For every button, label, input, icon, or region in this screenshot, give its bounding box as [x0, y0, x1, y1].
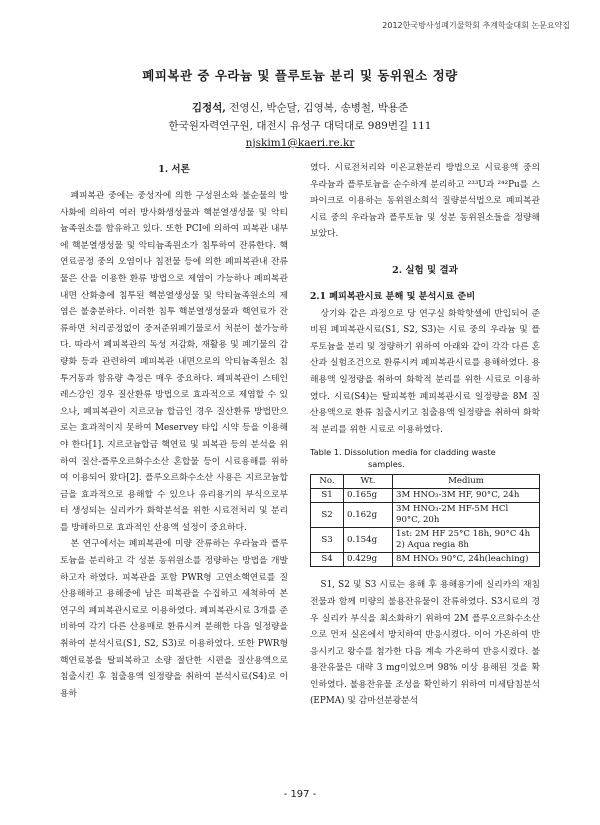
table-cell-medium: [393, 553, 540, 567]
table-cell-wt: 0.154g: [344, 528, 393, 553]
intro-paragraph-1: 폐피복관 중에는 중성자에 의한 구성원소와 불순물의 방사화에 의하여 여러 방사화생성물과 핵분열생성물 및 악티늄족원소를 함유하고 있다. 또한 PCI에 의하여 피복관 내부에 핵분열생성물 및 악티늄족원소가 침투하여 잔류한다. 핵연료공정 중의 오염이나 침전물 등에 의한 폐피복관내 잔류물은 산을 이용한 환류 방법으로 제염이 가능하나 폐피복관 내면 산화층에 침투된 핵분열생성물 및 악티늄족원소의 제염은 불충분하다. 이러한 침투 핵분열생성물과 핵연료가 잔류하면 처리공정없이 중저준위폐기물로서 처분이 불가능하다. 따라서 폐피복관의 독성 저감화, 재활용 및 폐기물의 감량화 등과 관련하여 폐피복관 내면으로의 악티늄족원소 침투거동과 함유량 측정은 매우 중요하다. 폐피복관이 스테인레스강인 경우 질산환류 방법으로 효과적으로 제염할 수 있으나, 폐피복관이 지르코늄 합금인 경우 질산환류 방법만으로는 효과적이지 못하여 Meservey 타입 시약 등을 이용해야 한다[1]. 지르코늄합금 핵연료 및 피복관 등의 분석을 위하여 질산-플루오르화수소산 혼합물 등이 시료용해를 위하여 이용되어 왔다[2]. 플루오르화수소산 사용은 지르코늄합금을 효과적으로 용해할 수 있으나 유리용기의 부식으로부터 생성되는 실리카가 화학분석을 위한 시료전처리 및 분리를 방해하므로 효과적인 산용액 설정이 중요하다.: [60, 191, 288, 533]
table-cell-no: S1: [311, 489, 344, 503]
subsection-heading-sample-prep: 2.1 폐피복관시료 분해 및 분석시료 준비: [310, 290, 476, 302]
table-row: [311, 503, 540, 528]
table-header-wt: Wt.: [344, 475, 393, 489]
co-authors: 전영신, 박순달, 김영복, 송병철, 박용준: [225, 102, 409, 114]
medium-line: 2) Aqua regia 8h: [396, 540, 469, 551]
affiliation: 한국원자력연구원, 대전시 유성구 대덕대로 989번길 111: [168, 120, 432, 132]
table-header-medium: Medium: [393, 475, 540, 489]
medium-line: 8M HNO₃ 90°C, 24h(leaching): [396, 554, 529, 565]
table-cell-wt: 0.429g: [344, 553, 393, 567]
running-header: 2012한국방사성폐기물학회 추계학술대회 논문요약집: [382, 21, 570, 30]
table-header-row: [311, 475, 540, 489]
medium-line: 90°C, 20h: [396, 515, 440, 526]
experiment-paragraph-1: 상기와 같은 과정으로 당 연구실 화학핫셀에 반입되어 준비된 폐피복관시료(S1, S2, S3)는 시료 중의 우라늄 및 플루토늄을 분리 및 정량하기 위하여 아래와 같이 각각 다른 혼산과 실험조건으로 환류시켜 폐피복관시료를 용해하였다. 용해용액 일정량을 취하여 화학적 분리를 위한 시료로 이용하였다. 시료(S4)는 탈피복한 폐피복관시료 일정량을 8M 질산용액으로 환류 침출시키고 침출용액 일정량을 취하여 화학적 분리를 위한 시료로 이용하였다.: [310, 308, 540, 435]
table-header-no: No.: [311, 475, 344, 489]
table-row: [311, 528, 540, 553]
section-heading-experiment: 2. 실험 및 결과: [392, 264, 458, 276]
experiment-paragraph-2: S1, S2 및 S3 시료는 용해 후 용해용기에 실리카의 재침전물과 함께 미량의 불용잔유물이 잔류하였다. S3시료의 경우 실리카 부식을 최소화하기 위하여 2M 플루오르화수소산으로 먼저 실온에서 방치하여 반응시켰다. 이어 가온하여 반응시키고 왕수를 첨가한 다음 계속 가온하여 반응시켰다. 불용잔유물은 대략 3 mg이었으며 98% 이상 용해된 것을 확인하였다. 불용잔유물 조성을 확인하기 위하여 미세탐침분석(EPMA) 및 감마선분광분석: [310, 580, 540, 707]
intro-paragraph-2: 본 연구에서는 폐피복관에 미량 잔류하는 우라늄과 플루토늄을 분리하고 각 성분 동위원소를 정량하는 방법을 개발하고자 하였다. 피복관을 포함 PWR형 고연소핵연료를 질산용해하고 용해중에 남은 피복관을 수집하고 세척하여 본 연구의 폐피복관시료로 이용하였다. 폐피복관시료 3개를 준비하여 각기 다른 산용매로 환류시켜 분해한 다음 일정량을 취하여 분석시료(S1, S2, S3)로 이용하였다. 또한 PWR형 핵연료봉을 탈피복하고 소량 절단한 시편을 질산용액으로 침출시킨 후 침출용액 일정량을 취하여 분석시료(S4)로 이용하: [60, 539, 288, 699]
table-cell-wt: 0.165g: [344, 489, 393, 503]
table-cell-no: S4: [311, 553, 344, 567]
table-cell-no: S2: [311, 503, 344, 528]
paper-title: 폐피복관 중 우라늄 및 플루토늄 분리 및 동위원소 정량: [142, 68, 458, 83]
table-cell-medium: [393, 528, 540, 553]
table-cell-medium: [393, 489, 540, 503]
left-column: [60, 160, 288, 702]
table-cell-wt: 0.162g: [344, 503, 393, 528]
intro-paragraph-3: 였다. 시료전처리와 이온교환분리 방법으로 시료용액 중의 우라늄과 플루토늄을 순수하게 분리하고 ²³³U과 ²⁴²Pu를 스파이크로 이용하는 동위원소희석 질량분석법으로 폐피복관시료 중의 우라늄과 플루토늄 및 성분 동위원소들을 정량해 보았다.: [310, 163, 540, 240]
author-list: [0, 100, 600, 115]
table-row: [311, 553, 540, 567]
table-caption-line-1: Table 1. Dissolution media for cladding waste: [310, 447, 496, 458]
contact-email[interactable]: njskim1@kaeri.re.kr: [245, 137, 355, 149]
table-caption-line-2: samples.: [368, 459, 405, 470]
medium-line: 1st: 2M HF 25°C 18h, 90°C 4h: [396, 529, 531, 540]
medium-line: 3M HNO₃-3M HF, 90°C, 24h: [396, 490, 520, 501]
lead-author: 김정석,: [191, 102, 226, 114]
medium-line: 3M HNO₃-2M HF-5M HCl: [396, 504, 509, 515]
section-heading-introduction: 1. 서론: [158, 164, 190, 175]
page-number: - 197 -: [283, 789, 317, 800]
table-row: [311, 489, 540, 503]
table-cell-medium: [393, 503, 540, 528]
table-cell-no: S3: [311, 528, 344, 553]
table-caption: [310, 446, 540, 470]
right-column: [310, 160, 540, 710]
dissolution-media-table: [310, 474, 540, 567]
